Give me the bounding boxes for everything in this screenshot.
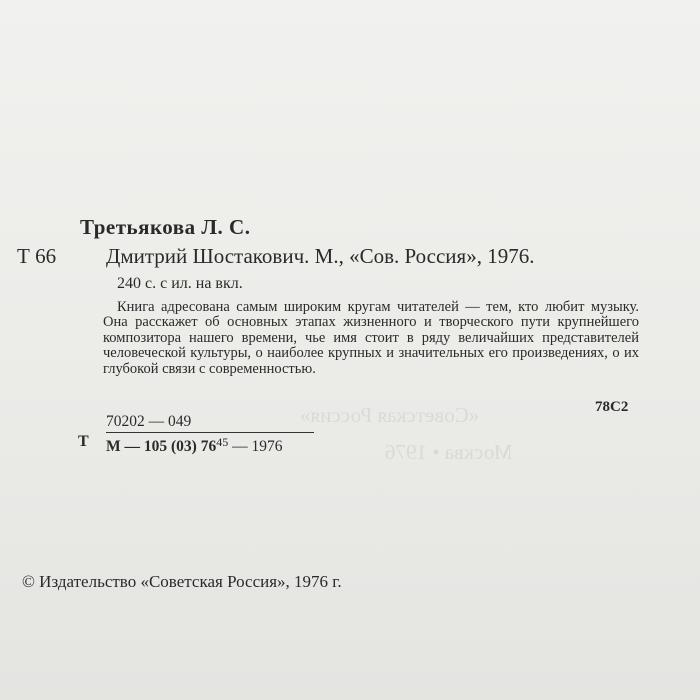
author-cipher: Т 66 bbox=[17, 244, 57, 268]
page-count: 240 с. с ил. на вкл. bbox=[117, 275, 243, 292]
bibliographic-title: Дмитрий Шостакович. М., «Сов. Россия», 1976. bbox=[106, 244, 535, 268]
show-through-publisher: «Советская Россия» bbox=[300, 403, 480, 427]
bbk-index: 78С2 bbox=[595, 399, 629, 415]
denominator-year: — 1976 bbox=[232, 438, 283, 455]
annotation bbox=[103, 300, 639, 377]
annotation-text: Книга адресована самым широким кругам читателей — тем, кто любит музыку. Она расскажет об основных этапах жизненного и творческого пути крупнейшего композитора нашего времени, чье имя стоит в ряду величайших представителей человеческой культуры, о наиболее крупных и значительных его произведениях, о их глубокой связи с современностью. bbox=[103, 299, 639, 377]
author-name: Третьякова Л. С. bbox=[80, 215, 251, 239]
denominator-superscript: 45 bbox=[216, 435, 229, 449]
copyright-line: © Издательство «Советская Россия», 1976 г. bbox=[22, 572, 342, 591]
fraction-numerator: 70202 — 049 bbox=[106, 413, 314, 433]
show-through-city: Москва • 1976 bbox=[385, 440, 513, 464]
fraction-denominator bbox=[106, 435, 314, 456]
denominator-main: М — 105 (03) 76 bbox=[106, 438, 217, 455]
catalog-fraction bbox=[106, 413, 314, 456]
t-mark: Т bbox=[78, 433, 89, 450]
